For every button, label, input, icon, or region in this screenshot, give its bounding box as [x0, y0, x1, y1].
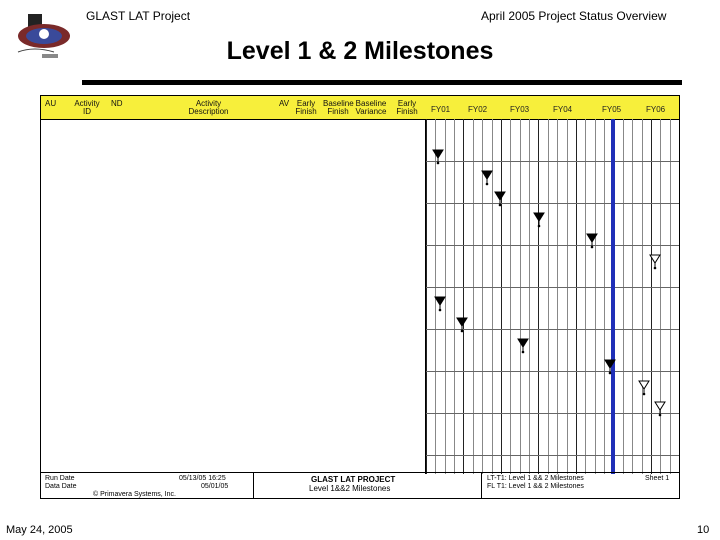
- report-title: April 2005 Project Status Overview: [481, 9, 667, 23]
- gantt-vline: [567, 119, 568, 474]
- gantt-vline: [557, 119, 558, 474]
- gantt-vline: [538, 119, 539, 474]
- gantt-vline: [473, 119, 474, 474]
- page-title: Level 1 & 2 Milestones: [226, 37, 494, 65]
- milestone-marker: [517, 338, 529, 354]
- fy-label: FY02: [468, 105, 488, 114]
- col-av: AV: [279, 99, 290, 108]
- milestone-marker: [494, 191, 506, 207]
- gantt-vline: [604, 119, 605, 474]
- gantt-vline: [679, 119, 680, 474]
- data-date-line: [611, 119, 615, 474]
- milestone-schedule: [40, 95, 680, 499]
- legend-line-2: FL T1: Level 1 && 2 Milestones: [487, 483, 584, 490]
- data-date-label: Data Date: [45, 483, 77, 490]
- gantt-vline: [595, 119, 596, 474]
- data-date-value: 05/01/05: [201, 483, 229, 490]
- gantt-hline: [426, 413, 679, 414]
- project-name: GLAST LAT Project: [86, 9, 191, 23]
- gantt-hline: [426, 245, 679, 246]
- gantt-vline: [520, 119, 521, 474]
- gantt-hline: [426, 455, 679, 456]
- gantt-vline: [642, 119, 643, 474]
- milestone-marker: [456, 317, 468, 333]
- col-activity-description: Activity Description: [188, 99, 229, 116]
- milestone-marker: [604, 359, 616, 375]
- gantt-vline: [510, 119, 511, 474]
- gantt-hline: [426, 287, 679, 288]
- col-baseline-finish: Baseline Finish: [323, 99, 354, 116]
- gantt-vline: [529, 119, 530, 474]
- gantt-vline: [623, 119, 624, 474]
- gantt-vline: [463, 119, 464, 474]
- milestone-marker-open: [638, 380, 650, 396]
- gantt-hline: [426, 203, 679, 204]
- milestone-marker: [432, 149, 444, 165]
- gantt-vline: [501, 119, 502, 474]
- gantt-vline: [454, 119, 455, 474]
- schedule-footer: [41, 472, 679, 499]
- milestone-marker: [533, 212, 545, 228]
- milestone-marker-open: [654, 401, 666, 417]
- fy-label: FY04: [553, 105, 573, 114]
- col-nd: ND: [111, 99, 123, 108]
- footer-project-sub: Level 1&&2 Milestones: [309, 484, 391, 493]
- fy-label: FY03: [510, 105, 530, 114]
- col-early-finish: Early Finish: [295, 99, 317, 116]
- gantt-hline: [426, 161, 679, 162]
- gantt-vline: [660, 119, 661, 474]
- col-activity-id: Activity ID: [74, 99, 100, 116]
- gantt-vline: [670, 119, 671, 474]
- footer-project-name: GLAST LAT PROJECT: [311, 475, 396, 484]
- schedule-header-band: [41, 96, 679, 120]
- gantt-vline: [632, 119, 633, 474]
- footer-date: May 24, 2005: [6, 524, 73, 536]
- fy-label: FY01: [431, 105, 451, 114]
- col-au: AU: [45, 99, 57, 108]
- title-rule: [82, 80, 682, 85]
- fy-label: FY05: [602, 105, 622, 114]
- gantt-hline: [426, 371, 679, 372]
- gantt-vline: [576, 119, 577, 474]
- gantt-vline: [426, 119, 427, 474]
- milestone-marker: [434, 296, 446, 312]
- footer-divider: [481, 473, 482, 499]
- sheet-number: Sheet 1: [645, 475, 670, 482]
- col-baseline-variance: Baseline Variance: [355, 99, 387, 116]
- gantt-grid: [426, 119, 679, 474]
- footer-divider: [253, 473, 254, 499]
- milestone-marker: [586, 233, 598, 249]
- col-early-finish-2: Early Finish: [396, 99, 418, 116]
- page-number: 10: [697, 524, 710, 536]
- run-date-value: 05/13/05 16:25: [179, 475, 226, 482]
- gantt-vline: [585, 119, 586, 474]
- gantt-vline: [548, 119, 549, 474]
- copyright: © Primavera Systems, Inc.: [93, 491, 176, 498]
- run-date-label: Run Date: [45, 475, 75, 482]
- gantt-vline: [651, 119, 652, 474]
- milestone-marker: [481, 170, 493, 186]
- legend-line-1: LT-T1: Level 1 && 2 Milestones: [487, 475, 584, 482]
- milestone-marker-open: [649, 254, 661, 270]
- fy-label: FY06: [646, 105, 666, 114]
